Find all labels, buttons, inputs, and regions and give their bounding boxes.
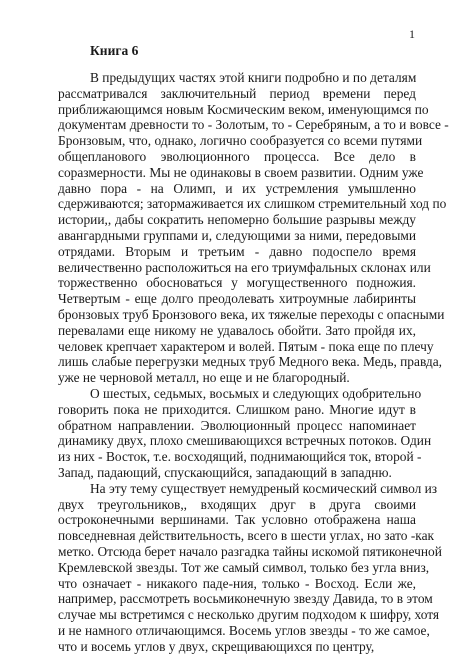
text-line: Запад, падающий, спускающийся, западающий в западню. [58, 464, 392, 480]
text-line: двух треугольников,, входящих друг в друга своими [58, 496, 416, 512]
text-line: авангардными группами и, следующими за ними, передовыми [58, 227, 416, 243]
text-line: торжественно обосноваться у могущественного подножия. [58, 275, 416, 291]
text-line: На эту тему существует немудреный космический символ из [90, 480, 438, 496]
text-line: перевалами еще никому не удавалось обойти. Зато пройдя их, [58, 322, 416, 338]
text-line: лишь слабые перегрузки медных труб Медного века. Медь, правда, [58, 354, 443, 370]
text-line: динамику двух, плохо смешивающихся встречных потоков. Один [58, 433, 432, 449]
text-line: и не намного отличающимся. Восемь углов звезды - то же самое, [58, 622, 430, 638]
text-line: из них - Восток, т.е. восходящий, поднимающийся ток, второй - [58, 449, 422, 465]
text-line: истории,, дабы сократить непомерно большие разрывы между [58, 212, 416, 228]
text-line: обратном направлении. Эволюционный процесс напоминает [58, 417, 416, 433]
book-title: Книга 6 [90, 43, 139, 58]
text-line: что означает - никакого паде-ния, только - Восход. Если же, [58, 575, 416, 591]
paragraph [58, 480, 442, 654]
page-number: 1 [409, 27, 415, 41]
text-line: Кремлевской звезды. Тот же самый символ, только без угла вниз, [58, 559, 430, 575]
text-line: говорить пока не приходится. Слишком рано. Многие идут в [58, 401, 416, 417]
text-line: отрядами. Вторым и третьим - давно подоспело время [58, 243, 416, 259]
text-line: приближающимся новым Космическим веком, именующимся по [58, 101, 429, 117]
text-line: что и восемь углов у двух, скрещивающихся по центру, [58, 638, 375, 654]
text-line: бронзовых труб Бронзового века, их тяжелые переходы с опасными [58, 306, 445, 322]
text-line: уже не черновой металл, но еще и не благородный. [58, 370, 350, 386]
text-line: человек крепчает характером и волей. Пятым - пока еще по плечу [58, 338, 434, 354]
text-line: О шестых, седьмых, восьмых и следующих одобрительно [90, 385, 422, 401]
text-line: повседневная действительность, всего в шести углах, но зато -как [58, 528, 435, 544]
text-line: Бронзовым, что, однако, логично сообразуется со всеми путями [58, 133, 423, 149]
paragraph [58, 70, 449, 386]
text-line: рассматривался заключительный период времени перед [58, 85, 416, 101]
text-line: например, рассмотреть восьмиконечную звезду Давида, то в этом [58, 591, 433, 607]
text-line: общепланового эволюционного процесса. Все дело в [58, 148, 416, 164]
text-line: метко. Отсюда берет начало разгадка тайны искомой пятиконечной [58, 543, 442, 559]
text-line: сдерживаются; затормаживается их слишком стремительный ход по [58, 196, 447, 212]
text-line: Четвертым - еще долго преодолевать хитроумные лабиринты [58, 291, 416, 307]
text-line: величественно расположиться на его триумфальных склонах или [58, 259, 431, 275]
text-line: случае мы встретимся с несколько другим подходом к шифру, хотя [58, 607, 440, 623]
body-text [58, 70, 449, 654]
paragraph [58, 385, 432, 481]
text-line: остроконечными вершинами. Так условно отображена наша [58, 512, 416, 528]
text-line: соразмерности. Мы не одинаковы в своем развитии. Одним уже [58, 164, 424, 180]
text-line: давно пора - на Олимп, и их устремления умышленно [58, 180, 416, 196]
text-line: В предыдущих частях этой книги подробно и по деталям [90, 70, 417, 85]
text-line: документам древности то - Золотым, то - Серебряным, а то и вовсе - [58, 117, 449, 133]
